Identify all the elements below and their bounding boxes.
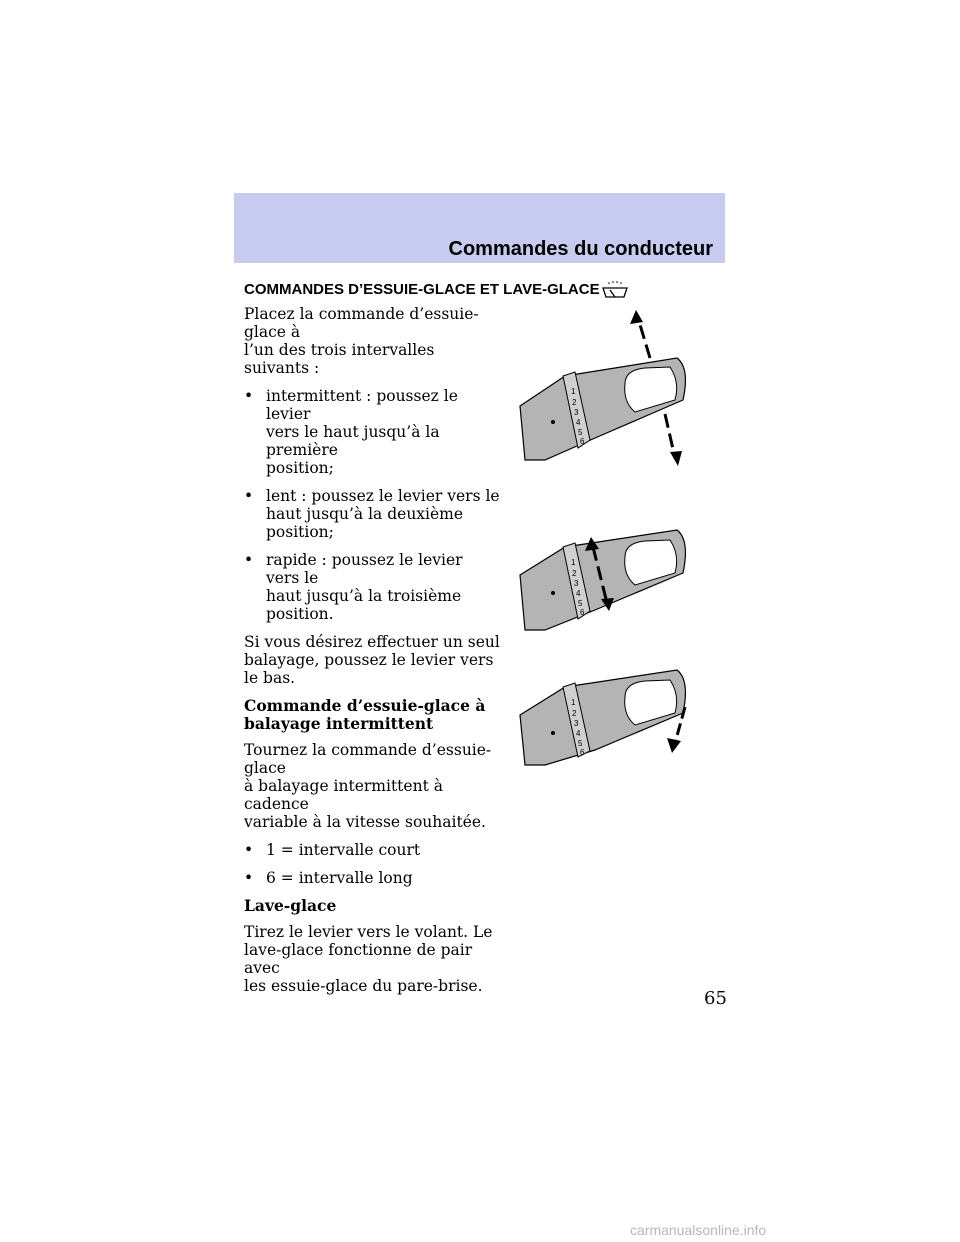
arrow-down-head [670, 451, 682, 466]
bullet-intermittent [244, 387, 500, 477]
header-band [234, 193, 725, 263]
bullet-slow [244, 487, 500, 541]
scale-2: 2 [572, 709, 577, 718]
scale-4: 4 [576, 589, 581, 598]
washer-line: Tirez le levier vers le volant. Le [244, 923, 493, 941]
bullet-dot: • [244, 551, 254, 569]
scale-5: 5 [578, 428, 583, 437]
scale-1: 1 [571, 558, 576, 567]
body-text [244, 305, 500, 1005]
intermittent-heading-line: Commande d’essuie-glace à [244, 696, 486, 715]
lever-dot [551, 591, 555, 595]
bullet-dot: • [244, 487, 254, 505]
scale-1: 1 [571, 387, 576, 396]
bullet-dot: • [244, 841, 254, 859]
bullet-line: lent : poussez le levier vers le [266, 487, 500, 505]
bullet-short-interval [244, 841, 500, 859]
bullet-line: rapide : poussez le levier vers le [266, 551, 463, 587]
intro-line-2: l’un des trois intervalles suivants : [244, 341, 435, 377]
bullet-long-interval [244, 869, 500, 887]
intermittent-line: Tournez la commande d’essuie-glace [244, 741, 492, 777]
intermittent-heading-line: balayage intermittent [244, 714, 434, 733]
intermittent-paragraph [244, 741, 500, 831]
arrow-pull-head [667, 738, 681, 753]
lever-dot [551, 420, 555, 424]
washer-line: les essuie-glace du pare-brise. [244, 977, 483, 995]
intermittent-line: à balayage intermittent à cadence [244, 777, 443, 813]
lever-figure-up-down [515, 310, 725, 470]
bullet-fast [244, 551, 500, 623]
bullet-dot: • [244, 869, 254, 887]
page-number: 65 [704, 988, 727, 1009]
scale-2: 2 [572, 569, 577, 578]
scale-6: 6 [580, 437, 585, 446]
scale-4: 4 [576, 418, 581, 427]
bullet-dot: • [244, 387, 254, 405]
scale-3: 3 [574, 408, 579, 417]
watermark: carmanualsonline.info [630, 1222, 767, 1238]
arrow-down [665, 414, 675, 458]
bullet-line: haut jusqu’à la troisième position. [266, 587, 462, 623]
washer-paragraph [244, 923, 500, 995]
bullet-line: intermittent : poussez le levier [266, 387, 458, 423]
scale-6: 6 [580, 748, 585, 757]
intermittent-heading [244, 697, 500, 733]
scale-5: 5 [578, 739, 583, 748]
bullet-line: haut jusqu’à la deuxième position; [266, 505, 464, 541]
lever-figure-rotate [515, 525, 725, 635]
wiper-washer-icon [600, 280, 630, 300]
arrow-up-head [630, 310, 643, 324]
single-wipe-line: balayage, poussez le levier vers le bas. [244, 651, 494, 687]
intro-paragraph [244, 305, 500, 377]
lever-dot [551, 731, 555, 735]
single-wipe-paragraph [244, 633, 500, 687]
scale-4: 4 [576, 729, 581, 738]
single-wipe-line: Si vous désirez effectuer un seul [244, 633, 500, 651]
intro-line-1: Placez la commande d’essuie-glace à [244, 305, 479, 341]
scale-5: 5 [578, 599, 583, 608]
washer-line: lave-glace fonctionne de pair avec [244, 941, 473, 977]
bullet-line: 1 = intervalle court [266, 841, 421, 859]
scale-3: 3 [574, 719, 579, 728]
scale-3: 3 [574, 579, 579, 588]
lever-figure-pull [515, 665, 725, 770]
bullet-line: vers le haut jusqu’à la première [266, 423, 440, 459]
bullet-line: 6 = intervalle long [266, 869, 413, 887]
section-heading: COMMANDES D’ESSUIE-GLACE ET LAVE-GLACE [244, 281, 600, 298]
bullet-line: position; [266, 459, 334, 477]
scale-6: 6 [580, 608, 585, 617]
arrow-up [638, 318, 650, 358]
scale-2: 2 [572, 398, 577, 407]
intermittent-line: variable à la vitesse souhaitée. [244, 813, 486, 831]
page-section-title: Commandes du conducteur [448, 238, 713, 260]
washer-heading: Lave-glace [244, 896, 337, 915]
scale-1: 1 [571, 698, 576, 707]
